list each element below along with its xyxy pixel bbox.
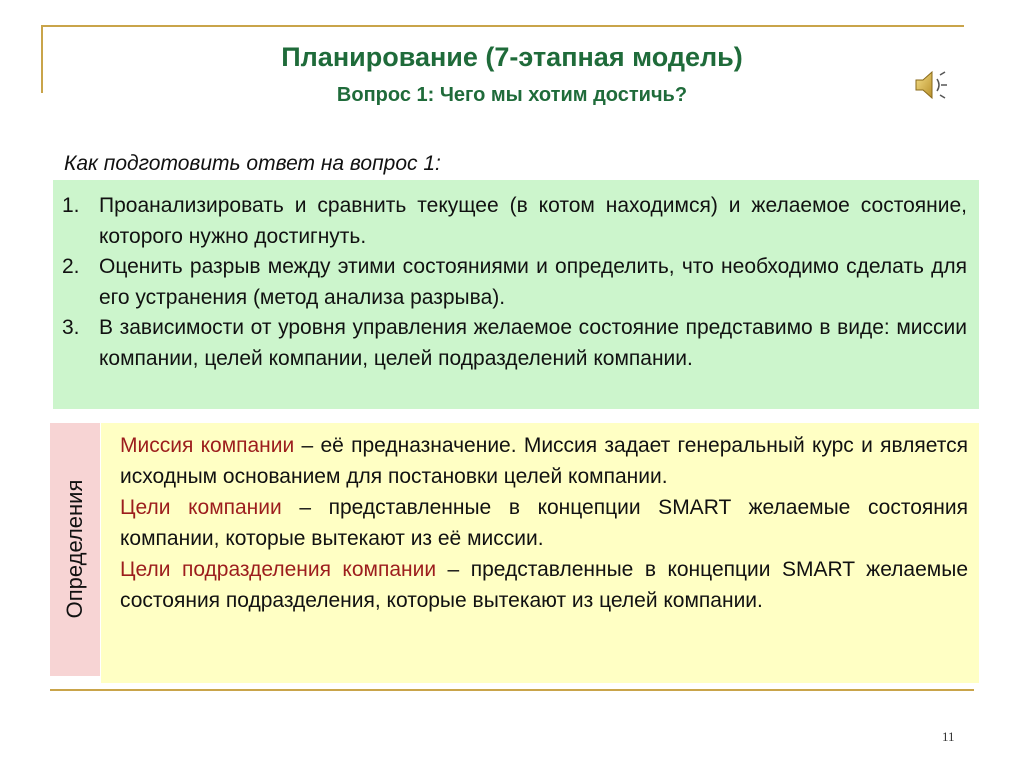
definition-division-goals [120,554,968,616]
definition-term: Цели подразделения компании [120,558,437,581]
step-text: Проанализировать и сравнить текущее (в котом находимся) и желаемое состояние, которого нужно достигнуть. [99,194,967,248]
definitions-label: Определения [62,479,87,619]
definition-text: – представленные в концепции SMART желаемые состояния подразделения, которые вытекают из целей компании. [120,558,969,612]
steps-list [62,191,967,374]
definition-company-goals [120,492,968,554]
frame-top-line [41,25,964,27]
speaker-icon[interactable] [913,68,949,102]
definition-term: Цели компании [120,496,282,519]
steps-box [53,180,979,409]
definition-text: – её предназначение. Миссия задает генеральный курс и является исходным основанием для постановки целей компании. [120,434,968,488]
page-subtitle: Вопрос 1: Чего мы хотим достичь? [336,84,688,106]
list-item [62,252,967,313]
page-number: 11 [942,729,955,744]
question-heading: Как подготовить ответ на вопрос 1: [64,152,441,175]
bottom-divider [50,689,974,691]
definitions-box [101,423,979,683]
step-text: В зависимости от уровня управления желаемое состояние представимо в виде: миссии компании, целей компании, целей подразделений компании. [99,316,967,370]
page-title: Планирование (7-этапная модель) [281,42,743,72]
definition-term: Миссия компании [120,434,295,457]
step-number: 1. [62,194,80,217]
list-item [62,191,967,252]
definition-text: – представленные в концепции SMART желаемые состояния компании, которые вытекают из её миссии. [120,496,968,550]
step-number: 2. [62,255,80,278]
step-text: Оценить разрыв между этими состояниями и определить, что необходимо сделать для его устранения (метод анализа разрыва). [99,255,967,309]
definition-mission [120,430,968,492]
step-number: 3. [62,316,80,339]
list-item [62,313,967,374]
